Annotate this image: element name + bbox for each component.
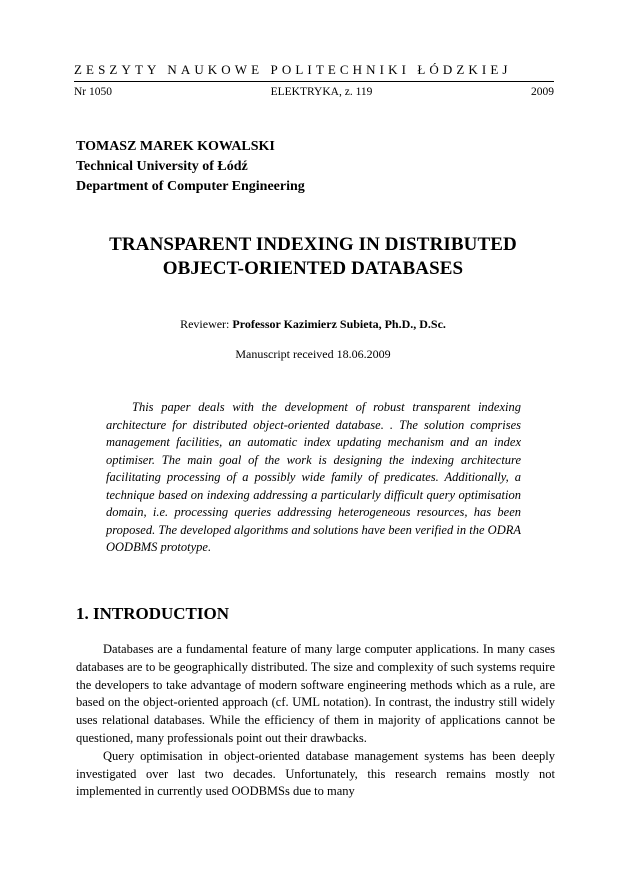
paper-title-line-1: TRANSPARENT INDEXING IN DISTRIBUTED <box>109 234 517 255</box>
journal-title: ZESZYTY NAUKOWE POLITECHNIKI ŁÓDZKIEJ <box>74 62 512 77</box>
header-rule <box>74 81 554 82</box>
paragraph: Databases are a fundamental feature of many large computer applications. In many cases databases are to be geographically distributed. The size and complexity of such systems require the developers to take advantage of modern software engineering methods which as a rule, are based on the object-oriented approach (cf. UML notation). In contrast, the industry still widely uses relational databases. While the efficiency of them in majority of applications cannot be questioned, many professionals point out their drawbacks. <box>76 642 555 745</box>
body-text <box>76 641 555 801</box>
publication-year: 2009 <box>531 86 554 98</box>
paper-title <box>0 233 626 281</box>
author-department: Department of Computer Engineering <box>76 179 305 194</box>
reviewer-prefix: Reviewer: <box>180 317 230 331</box>
paragraph: Query optimisation in object-oriented database management systems has been deeply investigated over last two decades. Unfortunately, this research remains mostly not implemented in currently used OODBMSs due to many <box>76 748 555 799</box>
manuscript-received: Manuscript received 18.06.2009 <box>235 347 391 361</box>
author-university: Technical University of Łódź <box>76 159 248 174</box>
reviewer-name: Professor Kazimierz Subieta, Ph.D., D.Sc. <box>232 317 446 331</box>
issue-number: Nr 1050 <box>74 86 113 98</box>
section-heading: 1. INTRODUCTION <box>76 604 230 623</box>
series-info: ELEKTRYKA, z. 119 <box>270 86 373 98</box>
abstract: This paper deals with the development of robust transparent indexing architecture for distributed object-oriented database. . The solution comprises management facilities, an automatic index updating mechanism and an index optimiser. The main goal of the work is designing the indexing architecture facilitating processing of a possibly wide family of predicates. Additionally, a technique based on indexing addressing a particularly difficult query optimisation domain, i.e. processing queries addressing heterogeneous resources, has been proposed. The developed algorithms and solutions have been verified in the ODRA OODBMS prototype. <box>106 400 521 554</box>
reviewer-line <box>0 316 626 332</box>
author-block <box>76 137 556 197</box>
issue-row <box>74 85 554 99</box>
paper-title-line-2: OBJECT-ORIENTED DATABASES <box>162 258 464 279</box>
author-name: TOMASZ MAREK KOWALSKI <box>76 139 275 154</box>
